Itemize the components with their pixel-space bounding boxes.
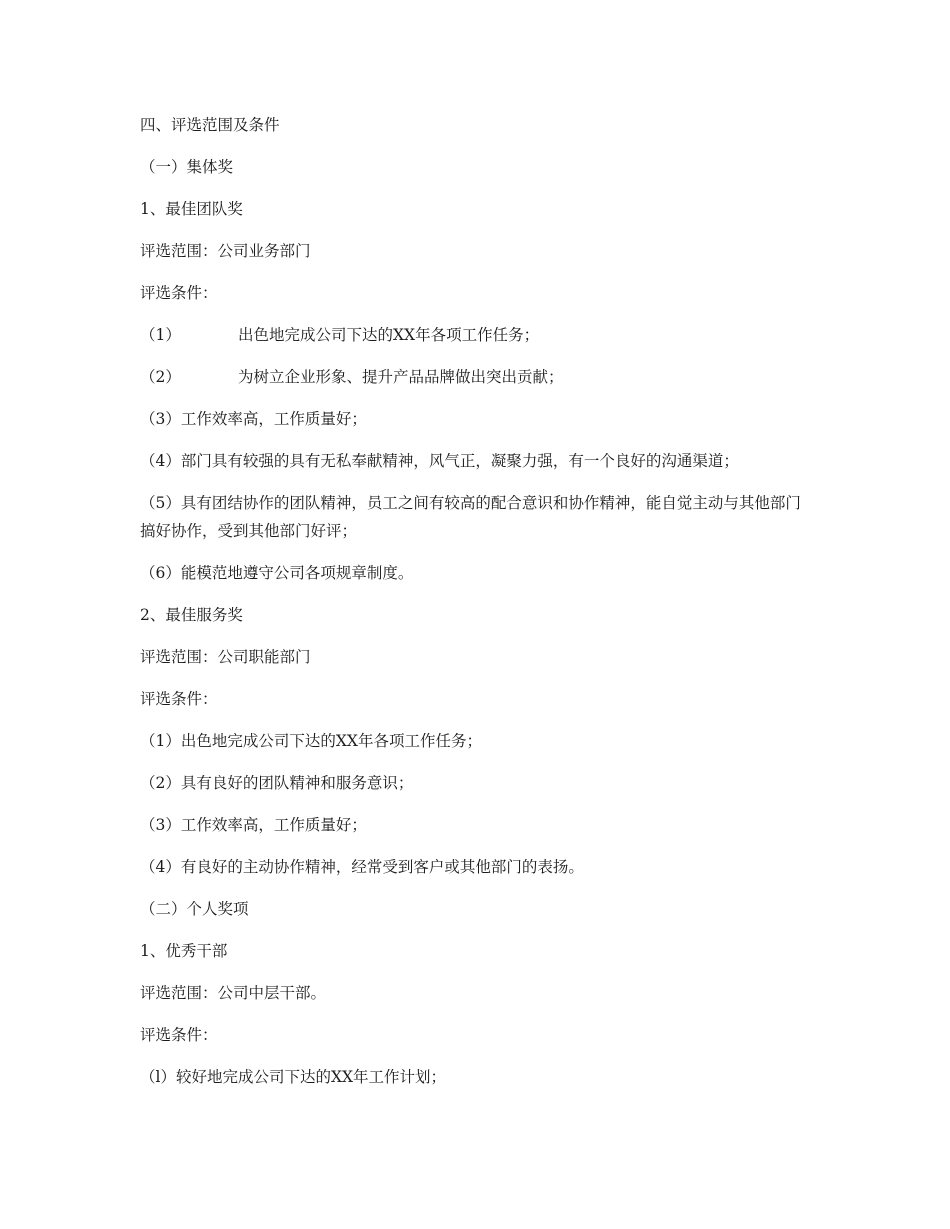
condition-text: 部门具有较强的具有无私奉献精神，风气正，凝聚力强，有一个良好的沟通渠道；	[180, 452, 739, 470]
condition-text: 出色地完成公司下达的XX年各项工作任务；	[238, 326, 540, 344]
condition-text: 出色地完成公司下达的XX年各项工作任务；	[180, 732, 482, 750]
best-team-condition-1	[140, 321, 810, 349]
best-service-title: 2、最佳服务奖	[140, 606, 243, 624]
best-team-condition-4	[140, 447, 810, 475]
collective-heading: （一）集体奖	[140, 158, 234, 176]
section-title: 四、评选范围及条件	[140, 116, 280, 134]
condition-text: 具有团结协作的团队精神，员工之间有较高的配合意识和协作精神，能自觉主动与其他部门搞好协作，受到其他部门好评；	[140, 494, 801, 540]
condition-number: （5）	[140, 494, 181, 512]
condition-number: （l）	[140, 1068, 176, 1086]
best-team-condition-5	[140, 489, 810, 545]
best-team-condition-3	[140, 405, 810, 433]
condition-number: （3）	[140, 816, 181, 834]
condition-number: （3）	[140, 410, 181, 428]
best-service-condition-1	[140, 727, 810, 755]
condition-number: （1）	[140, 732, 181, 750]
condition-text: 具有良好的团队精神和服务意识；	[180, 774, 414, 792]
condition-number: （4）	[140, 452, 181, 470]
best-service-scope: 评选范围：公司职能部门	[140, 648, 311, 666]
excellent-cadre-scope: 评选范围：公司中层干部。	[140, 984, 327, 1002]
condition-text: 较好地完成公司下达的XX年工作计划；	[175, 1068, 447, 1086]
best-service-condition-3	[140, 811, 810, 839]
excellent-cadre-conditions-label: 评选条件：	[140, 1026, 218, 1044]
excellent-cadre-title: 1、优秀干部	[140, 942, 228, 960]
condition-text: 有良好的主动协作精神，经常受到客户或其他部门的表扬。	[180, 858, 584, 876]
best-service-condition-2	[140, 769, 810, 797]
best-team-condition-2	[140, 363, 810, 391]
condition-text: 工作效率高，工作质量好；	[180, 816, 367, 834]
condition-number: （4）	[140, 858, 181, 876]
best-team-scope: 评选范围：公司业务部门	[140, 242, 311, 260]
document-body	[140, 111, 810, 1091]
condition-number: （2）	[140, 368, 181, 386]
individual-heading: （二）个人奖项	[140, 900, 249, 918]
condition-number: （6）	[140, 564, 181, 582]
condition-text: 为树立企业形象、提升产品品牌做出突出贡献；	[238, 368, 564, 386]
best-team-title: 1、最佳团队奖	[140, 200, 243, 218]
best-team-condition-6	[140, 559, 810, 587]
condition-number: （2）	[140, 774, 181, 792]
condition-text: 工作效率高，工作质量好；	[180, 410, 367, 428]
condition-text: 能模范地遵守公司各项规章制度。	[180, 564, 414, 582]
excellent-cadre-condition-1	[140, 1063, 810, 1091]
condition-number: （1）	[140, 326, 181, 344]
best-team-conditions-label: 评选条件：	[140, 284, 218, 302]
best-service-condition-4	[140, 853, 810, 881]
best-service-conditions-label: 评选条件：	[140, 690, 218, 708]
